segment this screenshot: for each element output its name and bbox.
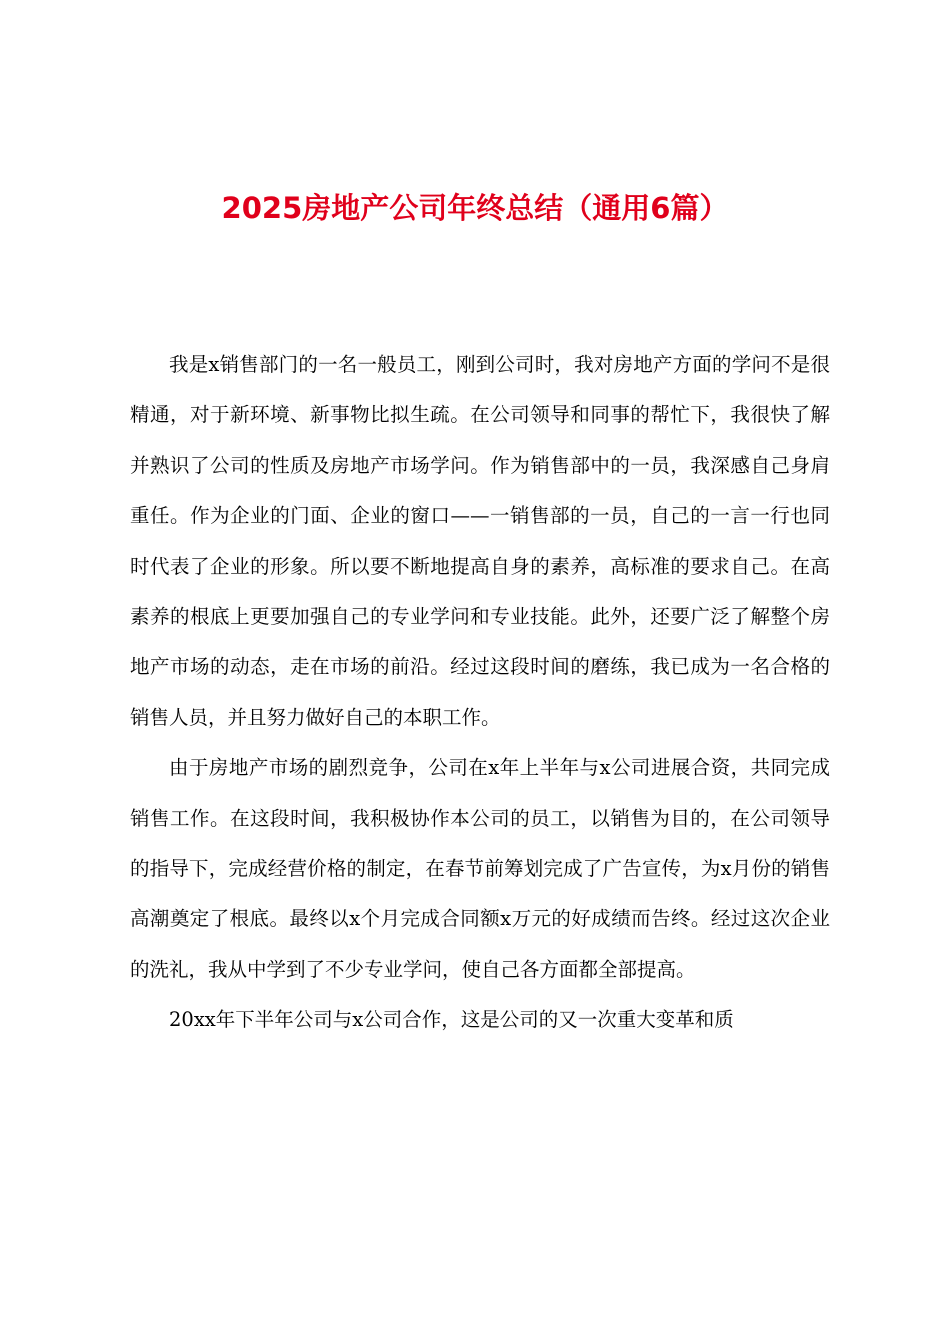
paragraph-2: 由于房地产市场的剧烈竞争，公司在x年上半年与x公司进展合资，共同完成销售工作。在这段时间，我积极协作本公司的员工，以销售为目的，在公司领导的指导下，完成经营价格的制定，在春节前筹划完成了广告宣传，为x月份的销售高潮奠定了根底。最终以x个月完成合同额x万元的好成绩而告终。经过这次企业的洗礼，我从中学到了不少专业学问，使自己各方面都全部提高。 <box>130 756 830 981</box>
paragraph-3: 20xx年下半年公司与x公司合作，这是公司的又一次重大变革和质 <box>169 1008 734 1032</box>
paragraph-1: 我是x销售部门的一名一般员工，刚到公司时，我对房地产方面的学问不是很精通，对于新环境、新事物比拟生疏。在公司领导和同事的帮忙下，我很快了解并熟识了公司的性质及房地产市场学问。作为销售部中的一员，我深感自己身肩重任。作为企业的门面、企业的窗口——一销售部的一员，自己的一言一行也同时代表了企业的形象。所以要不断地提高自身的素养，高标准的要求自己。在高素养的根底上更要加强自己的专业学问和专业技能。此外，还要广泛了解整个房地产市场的动态，走在市场的前沿。经过这段时间的磨练，我已成为一名合格的销售人员，并且努力做好自己的本职工作。 <box>130 353 830 729</box>
document-body <box>130 340 830 1046</box>
document-title: 2025房地产公司年终总结（通用6篇） <box>221 191 729 225</box>
